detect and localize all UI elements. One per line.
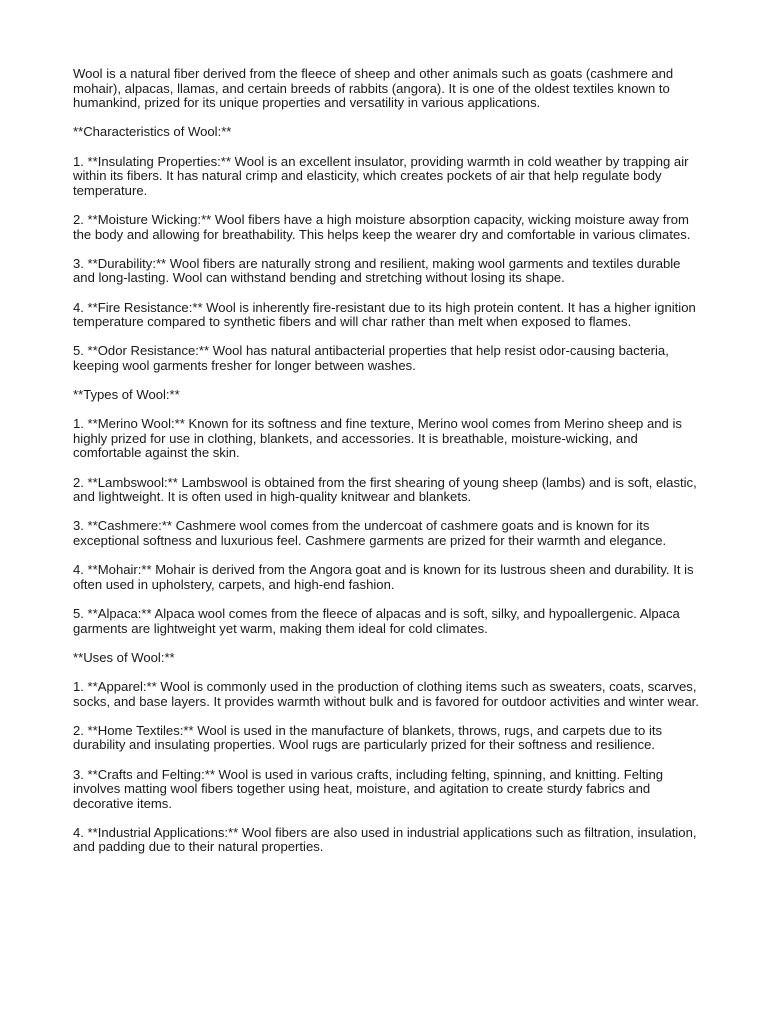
list-item: 4. **Fire Resistance:** Wool is inherently fire-resistant due to its high protein content. It has a higher ignition temperature compared to synthetic fibers and will char rather than melt when exposed to flames. — [73, 299, 696, 330]
section-heading-characteristics: **Characteristics of Wool:** — [73, 124, 232, 140]
list-item: 1. **Merino Wool:** Known for its softness and fine texture, Merino wool comes from Merino sheep and is highly prized for use in clothing, blankets, and accessories. It is breathable, moisture-wicking, and comfortable against the skin. — [73, 416, 682, 461]
intro-paragraph: Wool is a natural fiber derived from the fleece of sheep and other animals such as goats (cashmere and mohair), alpacas, llamas, and certain breeds of rabbits (angora). It is one of the oldest textiles known to humankind, prized for its unique properties and versatility in various applications. — [73, 66, 674, 111]
list-item: 3. **Cashmere:** Cashmere wool comes from the undercoat of cashmere goats and is known for its exceptional softness and luxurious feel. Cashmere garments are prized for their warmth and elegance. — [73, 518, 667, 548]
list-item: 5. **Alpaca:** Alpaca wool comes from the fleece of alpacas and is soft, silky, and hypoallergenic. Alpaca garments are lightweight yet warm, making them ideal for cold climates. — [73, 605, 680, 636]
section-heading-uses: **Uses of Wool:** — [73, 649, 175, 665]
list-item: 3. **Crafts and Felting:** Wool is used in various crafts, including felting, spinning, and knitting. Felting involves matting wool fibers together using heat, moisture, and agitation to create sturdy fabrics and decorative items. — [73, 766, 664, 811]
document-body — [73, 67, 705, 870]
list-item: 3. **Durability:** Wool fibers are naturally strong and resilient, making wool garments and textiles durable and long-lasting. Wool can withstand bending and stretching without losing its shape. — [73, 255, 681, 286]
list-item: 2. **Moisture Wicking:** Wool fibers have a high moisture absorption capacity, wicking moisture away from the body and allowing for breathability. This helps keep the wearer dry and comfortable in various climates. — [73, 211, 691, 242]
list-item: 2. **Lambswool:** Lambswool is obtained from the first shearing of young sheep (lambs) and is soft, elastic, and lightweight. It is often used in high-quality knitwear and blankets. — [73, 474, 697, 505]
list-item: 5. **Odor Resistance:** Wool has natural antibacterial properties that help resist odor-causing bacteria, keeping wool garments fresher for longer between washes. — [73, 343, 669, 373]
list-item: 1. **Insulating Properties:** Wool is an excellent insulator, providing warmth in cold weather by trapping air within its fibers. It has natural crimp and elasticity, which creates pockets of air that help regulate body temperature. — [73, 153, 689, 198]
list-item: 4. **Industrial Applications:** Wool fibers are also used in industrial applications such as filtration, insulation, and padding due to their natural properties. — [73, 824, 697, 855]
list-item: 1. **Apparel:** Wool is commonly used in the production of clothing items such as sweaters, coats, scarves, socks, and base layers. It provides warmth without bulk and is favored for outdoor activities and winter wear. — [73, 678, 699, 709]
section-heading-types: **Types of Wool:** — [73, 387, 180, 403]
list-item: 4. **Mohair:** Mohair is derived from the Angora goat and is known for its lustrous sheen and durability. It is often used in upholstery, carpets, and high-end fashion. — [73, 562, 694, 592]
list-item: 2. **Home Textiles:** Wool is used in the manufacture of blankets, throws, rugs, and carpets due to its durability and insulating properties. Wool rugs are particularly prized for their softness and resilience. — [73, 722, 663, 753]
